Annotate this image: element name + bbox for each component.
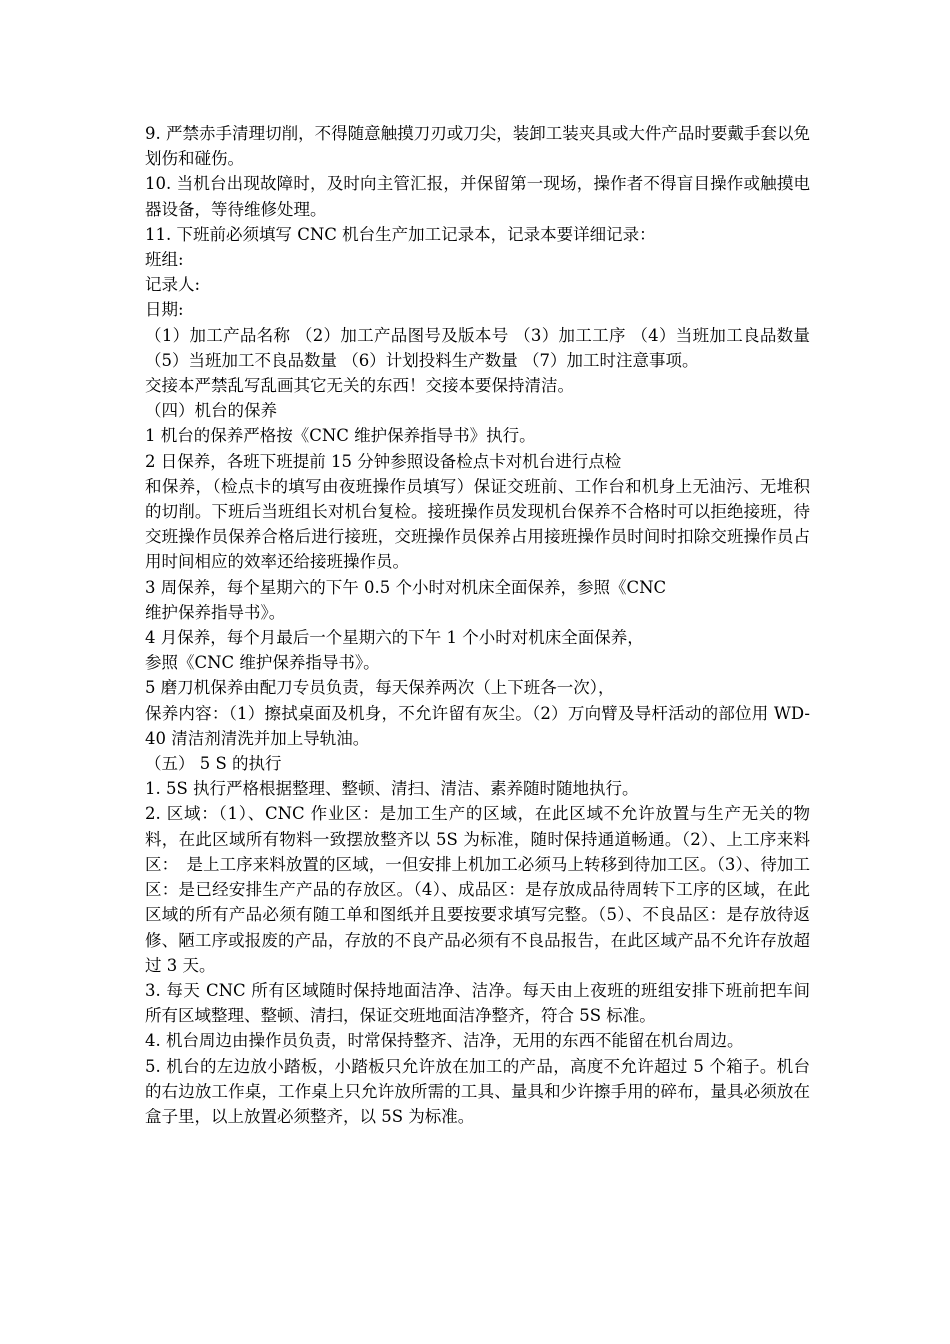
five-s-item-5: 5. 机台的左边放小踏板，小踏板只允许放在加工的产品，高度不允许超过 5 个箱子。机台的右边放工作桌，工作桌上只允许放所需的工具、量具和少许擦手用的碎布，量具必须放在盒子里，以上放置必须整齐，以 5S 为标准。 xyxy=(145,1056,810,1126)
five-s-item-1: 1. 5S 执行严格根据整理、整顿、清扫、清洁、素养随时随地执行。 xyxy=(145,779,639,799)
five-s-item-3: 3. 每天 CNC 所有区域随时保持地面洁净、洁净。每天由上夜班的班组安排下班前把车间所有区域整理、整顿、清扫，保证交班地面洁净整齐，符合 5S 标准。 xyxy=(145,980,810,1026)
maintenance-item-3-line2: 维护保养指导书》。 xyxy=(145,602,286,622)
maintenance-item-3-line1: 3 周保养，每个星期六的下午 0.5 个小时对机床全面保养，参照《CNC xyxy=(145,577,667,597)
section-heading-5s: （五） 5 S 的执行 xyxy=(145,754,282,774)
maintenance-item-4-line2: 参照《CNC 维护保养指导书》。 xyxy=(145,653,380,673)
maintenance-item-2-body: 和保养，（检点卡的填写由夜班操作员填写）保证交班前、工作台和机身上无油污、无堆积的切削。下班后当班组长对机台复检。接班操作员发现机台保养不合格时可以拒绝接班，待交班操作员保养合格后进行接班，交班操作员保养占用接班操作员时间时扣除交班操作员占用时间相应的效率还给接班操作员。 xyxy=(145,476,810,572)
record-field-team: 班组: xyxy=(145,250,184,270)
maintenance-item-4-line1: 4 月保养，每个月最后一个星期六的下午 1 个小时对机床全面保养， xyxy=(145,628,644,648)
record-items-list: （1）加工产品名称 （2）加工产品图号及版本号 （3）加工工序 （4）当班加工良品数量 （5）当班加工不良品数量 （6）计划投料生产数量 （7）加工时注意事项。 xyxy=(145,325,810,370)
maintenance-item-1: 1 机台的保养严格按《CNC 维护保养指导书》执行。 xyxy=(145,426,536,446)
paragraph-safety-11: 11. 下班前必须填写 CNC 机台生产加工记录本，记录本要详细记录： xyxy=(145,224,656,244)
maintenance-item-5-body: 保养内容：（1）擦拭桌面及机身，不允许留有灰尘。（2）万向臂及导杆活动的部位用 WD-40 清洁剂清洗并加上导轨油。 xyxy=(145,703,810,748)
maintenance-item-5-line1: 5 磨刀机保养由配刀专员负责，每天保养两次（上下班各一次）， xyxy=(145,678,615,698)
record-field-recorder: 记录人: xyxy=(145,275,201,295)
five-s-item-4: 4. 机台周边由操作员负责，时常保持整齐、洁净，无用的东西不能留在机台周边。 xyxy=(145,1031,744,1051)
paragraph-safety-10: 10. 当机台出现故障时，及时向主管汇报，并保留第一现场，操作者不得盲目操作或触摸电器设备，等待维修处理。 xyxy=(145,174,810,219)
maintenance-item-2-line1: 2 日保养，各班下班提前 15 分钟参照设备检点卡对机台进行点检 xyxy=(145,451,622,471)
section-heading-maintenance: （四）机台的保养 xyxy=(145,401,277,421)
five-s-item-2-zones: 2. 区域：（1）、CNC 作业区：是加工生产的区域，在此区域不允许放置与生产无关的物料，在此区域所有物料一致摆放整齐以 5S 为标准，随时保持通道畅通。（2）、上工序来料区： 是上工序来料放置的区域，一但安排上机加工必须马上转移到待加工区。（3）、待加工区：是已经安排生产产品的存放区。（4）、成品区：是存放成品待周转下工序的区域，在此区域的所有产品必须有随工单和图纸并且要按要求填写完整。（5）、不良品区：是存放待返修、陋工序或报废的产品，存放的不良产品必须有不良品报告，在此区域产品不允许存放超过 3 天。 xyxy=(145,804,810,975)
handover-note: 交接本严禁乱写乱画其它无关的东西！交接本要保持清洁。 xyxy=(145,376,574,396)
record-field-date: 日期: xyxy=(145,300,184,320)
document-body xyxy=(145,121,810,1129)
paragraph-safety-9: 9. 严禁赤手清理切削，不得随意触摸刀刃或刀尖，装卸工装夹具或大件产品时要戴手套以免划伤和碰伤。 xyxy=(145,124,810,169)
